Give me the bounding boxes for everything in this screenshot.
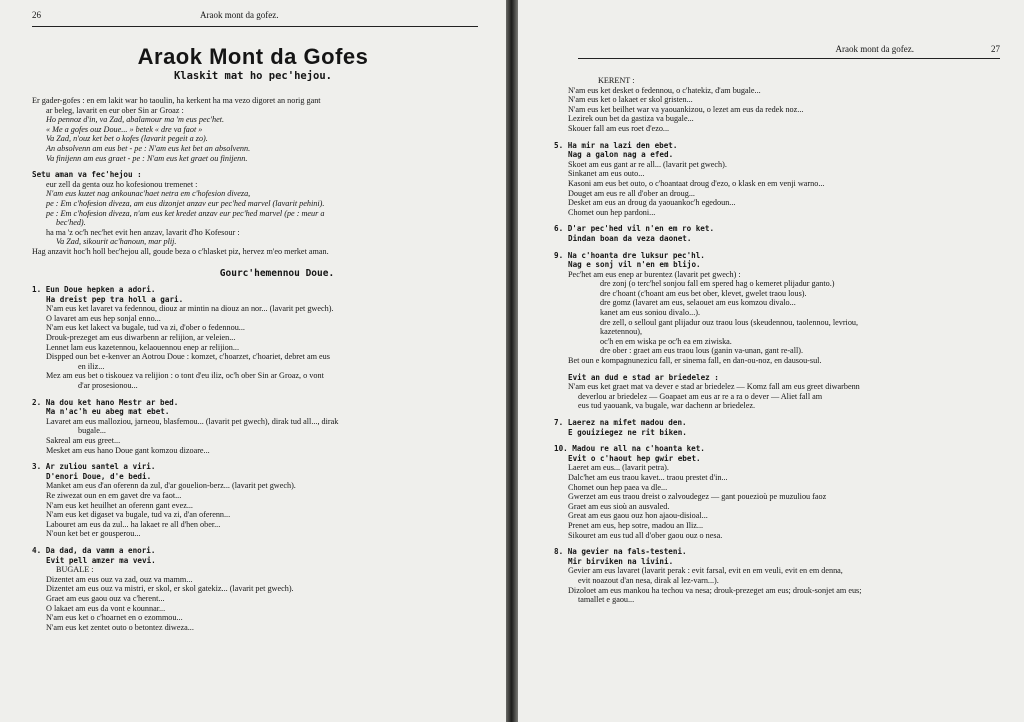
examination-line: Graet am eus gaou ouz va c'herent... bbox=[46, 593, 165, 603]
commandment-3-sub: D'enori Doue, d'e bedi. bbox=[46, 471, 152, 481]
examination-line: Chomet oun hep paea va dle... bbox=[568, 482, 668, 492]
examination-line: Sinkanet am eus outo... bbox=[568, 169, 645, 179]
intro-line: Va finijenn am eus graet - pe : N'am eus ket graet ou finijenn. bbox=[46, 153, 248, 163]
commandment-9: 9. Na c'hoanta dre luksur pec'hl. bbox=[554, 250, 705, 260]
marriage-heading: Evit an dud e stad ar briedelez : bbox=[568, 372, 719, 382]
commandment-6: 6. D'ar pec'hed vil n'en em ro ket. bbox=[554, 224, 715, 234]
examination-line: N'oun ket bet er gousperou... bbox=[46, 529, 141, 539]
examination-line: eus tud yaouank, va bugale, war dachenn ar briedelez. bbox=[578, 401, 756, 411]
examination-line: dre zonj (o terc'hel sonjou fall em spered hag o kemeret plijadur ganto.) bbox=[600, 279, 835, 289]
book-gutter bbox=[506, 0, 518, 722]
examination-line: Bet oun e kompagnunezicu fall, er sinema fall, en dan-ou-noz, en dausou-sul. bbox=[568, 356, 822, 366]
intro-line: Ho pennoz d'in, va Zad, abalamour ma 'm eus pec'het. bbox=[46, 115, 225, 125]
left-page-number: 26 bbox=[32, 10, 41, 20]
commandment-1: 1. Eun Doue hepken a adori. bbox=[32, 285, 156, 295]
examination-line: N'am eus ket o lakaet er skol gristen... bbox=[568, 95, 693, 105]
examination-line: N'am eus ket o c'hoarnet en o ezommou... bbox=[46, 613, 183, 623]
examination-line: Chomet oun hep pardoni... bbox=[568, 207, 656, 217]
commandment-5-sub: Nag a galon nag a efed. bbox=[568, 150, 674, 160]
examination-line: Dispped oun bet e-kenver an Aotrou Doue : komzet, c'hoarzet, c'hoariet, debret am eus bbox=[46, 352, 330, 362]
examination-line: oc'h en em wiska pe oc'h ea em ziwiska. bbox=[600, 336, 732, 346]
right-header-rule bbox=[578, 58, 1000, 59]
commandment-10: 10. Madou re all na c'hoanta ket. bbox=[554, 444, 705, 454]
examination-line: Kasoni am eus bet outo, o c'hoantaat droug d'ezo, o klask en em venji warno... bbox=[568, 178, 825, 188]
right-page bbox=[518, 0, 1024, 722]
examination-line: Lavaret am eus malloziou, jarneou, blasfemou... (lavarit pet gwech), dirak tud all..., dirak bbox=[46, 416, 339, 426]
bugale-label: BUGALE : bbox=[56, 565, 94, 575]
left-header-rule bbox=[32, 26, 478, 27]
examination-line: kanet am eus soniou divalo...). bbox=[600, 308, 701, 318]
examination-line: Dalc'het am eus traou kavet... traou prestet d'in... bbox=[568, 472, 728, 482]
setu-heading: Setu aman va fec'hejou : bbox=[32, 170, 142, 180]
examination-line: Dizoloet am eus mankou ha techou va nesa; drouk-prezeget am eus; drouk-sonjet am eus; bbox=[568, 585, 862, 595]
examination-line: Skouer fall am eus roet d'ezo... bbox=[568, 123, 670, 133]
examination-line: dre ober : graet am eus traou lous (ganin va-unan, gant re-all). bbox=[600, 346, 804, 356]
examination-line: N'am eus ket graet mat va dever e stad ar briedelez — Komz fall am eus greet diwarbenn bbox=[568, 382, 860, 392]
commandment-9-sub: Nag e sonj vil n'en em blijo. bbox=[568, 260, 701, 270]
commandment-3: 3. Ar zuliou santel a viri. bbox=[32, 462, 156, 472]
examination-line: deverlou ar briedelez — Goapaet am eus ar re a ra o dever — Aliet fall am bbox=[578, 391, 823, 401]
setu-line: pe : Em c'hofesion diveza, am eus dizonjet anzav eur pec'hed marvel (lavarit pehini). bbox=[46, 198, 325, 208]
examination-line: N'am eus ket digaset va bugale, tud va zi, d'an oferenn... bbox=[46, 510, 231, 520]
examination-line: Laeret am eus... (lavarit petra). bbox=[568, 463, 669, 473]
examination-line: Lezirek oun bet da gastiza va bugale... bbox=[568, 114, 694, 124]
examination-line: Sakreal am eus greet... bbox=[46, 436, 121, 445]
setu-line: eur zell da genta ouz ho kofesionou tremenet : bbox=[46, 179, 198, 189]
examination-line: Drouk-prezeget am eus diwarbenn ar relijion, ar veleien... bbox=[46, 333, 236, 343]
examination-line: en iliz... bbox=[78, 361, 105, 371]
setu-line: Hag anzavit hoc'h holl bec'hejou all, goude beza o c'hlasket piz, hervez m'eo merket aman. bbox=[32, 246, 329, 256]
examination-line: N'am eus ket zentet outo o betontez diweza... bbox=[46, 622, 194, 632]
examination-line: Skoet am eus gant ar re all... (lavarit pet gwech). bbox=[568, 159, 727, 169]
examination-line: dre c'hoant (c'hoant am eus bet ober, klevet, gwelet traou lous). bbox=[600, 288, 807, 298]
examination-line: dre gomz (lavaret am eus, selaouet am eus komzou divalo... bbox=[600, 298, 796, 308]
examination-line: Gevier am eus lavaret (lavarit perak : evit farsal, evit en em veuli, evit en em denna, bbox=[568, 566, 843, 576]
left-page bbox=[0, 0, 506, 722]
examination-line: Labouret am eus da zul... ha lakaet re all d'hen ober... bbox=[46, 519, 221, 529]
examination-line: bugale... bbox=[78, 426, 106, 436]
setu-line: pe : Em c'hofesion diveza, n'am eus ket kredet anzav eur pec'hed marvel (pe : meur a bbox=[46, 208, 325, 218]
examination-line: O lavaret am eus hep sonjal enno... bbox=[46, 313, 161, 323]
kerent-label: KERENT : bbox=[598, 76, 635, 85]
intro-line: ar beleg, lavarit en eur ober Sin ar Groaz : bbox=[46, 105, 184, 115]
examination-line: Prenet am eus, hep sotre, madou an Iliz... bbox=[568, 520, 704, 530]
commandment-2-sub: Ma n'ac'h eu abeg mat ebet. bbox=[46, 407, 170, 417]
examination-line: N'am eus ket beilhet war va yaouankizou, o lezet am eus da redek noz... bbox=[568, 104, 804, 114]
examination-line: Pec'het am eus enep ar burentez (lavarit pet gwech) : bbox=[568, 269, 741, 279]
commandment-8: 8. Na gevier na fals-testeni. bbox=[554, 547, 687, 557]
right-body bbox=[554, 76, 998, 605]
commandment-6-sub: Dindan boan da veza daonet. bbox=[568, 233, 692, 243]
page-title: Araok Mont da Gofes bbox=[137, 44, 369, 69]
examination-line: N'am eus ket desket o fedennou, o c'hatekiz, d'am bugale... bbox=[568, 85, 761, 95]
examination-line: Mesket am eus hano Doue gant komzou dizoare... bbox=[46, 445, 210, 455]
setu-line: bec'hed). bbox=[56, 218, 86, 228]
examination-line: Great am eus gaou ouz hon ajaou-disioal... bbox=[568, 511, 708, 521]
setu-line: ha ma 'z oc'h nec'het evit hen anzav, lavarit d'ho Kofesour : bbox=[46, 227, 240, 237]
setu-line: N'am eus kuzet nag ankounac'haet netra em c'hofesion diveza, bbox=[46, 189, 251, 199]
examination-line: Desket am eus an droug da yaouankoc'h egedoun... bbox=[568, 198, 736, 208]
commandment-7-sub: E gouiziegez ne rit biken. bbox=[568, 427, 687, 437]
setu-line: Va Zad, sikourit ac'hanoun, mar plij. bbox=[56, 237, 177, 247]
commandment-7: 7. Laerez na mifet madou den. bbox=[554, 418, 687, 427]
left-body bbox=[32, 96, 482, 632]
left-running-head-text: Araok mont da gofez. bbox=[200, 10, 279, 20]
commandment-8-sub: Mir birviken na livini. bbox=[568, 556, 674, 566]
examination-line: Dizentet am eus ouz va zad, ouz va mamm... bbox=[46, 574, 193, 584]
examination-line: dre zell, o selloul gant plijadur ouz traou lous (skeudennou, taolennou, levriou, bbox=[600, 317, 859, 327]
examination-line: Lennet lam eus kazetennou, kelaouennou enep ar relijion... bbox=[46, 342, 240, 352]
examination-line: Gwerzet am eus traou dreist o zalvoudegez — gant pouezioù pe muzuliou faoz bbox=[568, 492, 827, 502]
commandment-5: 5. Ha mir na lazi den ebet. bbox=[554, 140, 678, 150]
examination-line: Manket am eus d'an oferenn da zul, d'ar gouelion-berz... (lavarit pet gwech). bbox=[46, 481, 296, 491]
examination-line: evit noazout d'an nesa, dirak al lez-varn...). bbox=[578, 575, 719, 585]
examination-line: N'am eus ket lavaret va fedennou, diouz ar mintin na diouz an nor... (lavarit pet gwech). bbox=[46, 304, 334, 314]
intro-line: An absolvenn am eus bet - pe : N'am eus ket bet an absolvenn. bbox=[46, 143, 251, 153]
examination-line: Re ziwezat oun en em gavet dre va faot... bbox=[46, 490, 182, 500]
intro-line: Er gader-gofes : en em lakit war ho taoulin, ha kerkent ha ma vezo digoret an norig gant bbox=[32, 96, 321, 105]
examination-line: tamallet e gaou... bbox=[578, 595, 635, 605]
commandment-1-sub: Ha dreist pep tra holl a gari. bbox=[46, 294, 184, 304]
commandment-10-sub: Evit o c'haout hep gwir ebet. bbox=[568, 453, 701, 463]
examination-line: d'ar prosesionou... bbox=[78, 381, 138, 391]
page-subtitle: Klaskit mat ho pec'hejou. bbox=[173, 70, 333, 82]
commandment-4-sub: Evit pell amzer ma vevi. bbox=[46, 555, 156, 565]
examination-line: kazetennou), bbox=[600, 327, 643, 337]
examination-line: Sikouret am eus tud all d'ober gaou ouz o nesa. bbox=[568, 530, 723, 540]
examination-line: Douget am eus re all d'ober an droug... bbox=[568, 188, 695, 198]
right-running-head-text: Araok mont da gofez. bbox=[835, 44, 914, 54]
examination-line: Graet am eus sioù an ausvaled. bbox=[568, 501, 670, 511]
examination-line: Mez am eus bet o tiskouez va relijion : o tont d'eu iliz, oc'h ober Sin ar Groaz, o vont bbox=[46, 371, 324, 381]
commandment-2: 2. Na dou ket hano Mestr ar bed. bbox=[32, 397, 179, 407]
examination-line: N'am eus ket heuilhet an oferenn gant evez... bbox=[46, 500, 193, 510]
examination-line: Dizentet am eus ouz va mistri, er skol, er skol gatekiz... (lavarit pet gwech). bbox=[46, 584, 294, 594]
intro-line: Va Zad, n'ouz ket bet o kofes (lavarit pegeit a zo). bbox=[46, 134, 208, 144]
examination-line: N'am eus ket lakect va bugale, tud va zi, d'ober o fedennou... bbox=[46, 323, 245, 333]
section-heading: Gourc'hemennou Doue. bbox=[219, 267, 335, 279]
intro-line: « Me a gofes ouz Doue... » betek « dre va faot » bbox=[46, 124, 203, 134]
right-page-number: 27 bbox=[991, 44, 1000, 54]
examination-line: O lakaet am eus da vont e kounnar... bbox=[46, 603, 166, 613]
commandment-4: 4. Da dad, da vamm a enori. bbox=[32, 545, 156, 555]
